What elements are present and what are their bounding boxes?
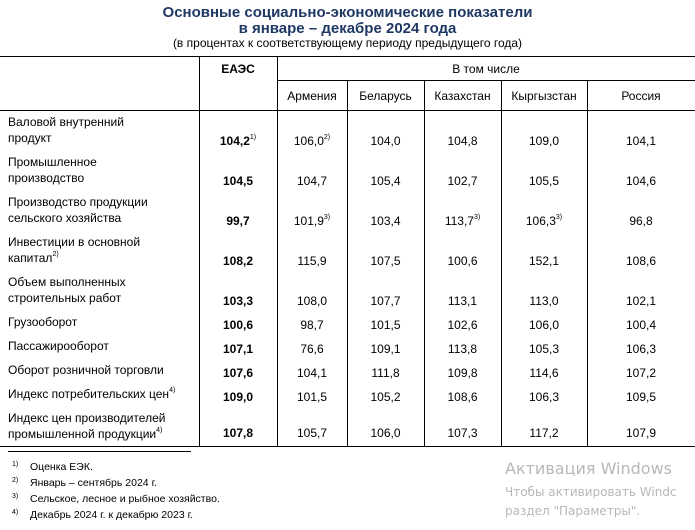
page-title: Основные социально-экономические показатели [162, 4, 533, 21]
eaes-value: 103,3 [222, 294, 254, 308]
country-value: 107,7 [370, 294, 401, 308]
country-value: 115,9 [297, 254, 327, 268]
windows-activation-watermark: Активация Windows [505, 459, 672, 478]
eaes-column-divider [277, 56, 278, 446]
row-label: Индекс цен производителей промышленной продукции$^{4)}$ [8, 411, 166, 441]
country-value: 108,6 [625, 254, 657, 268]
country-value: 98,7 [300, 318, 324, 332]
column-header-eaes: ЕАЭС [221, 62, 255, 76]
country-value: 107,2 [625, 366, 657, 380]
column-header-russia: Россия [621, 89, 661, 103]
country-value: 104,1 [625, 134, 657, 148]
country-value: 107,9 [625, 426, 657, 440]
row-label: Оборот розничной торговли [8, 363, 164, 377]
row-label: Валовой внутренний продукт [8, 115, 124, 145]
country-value: 102,7 [447, 174, 478, 188]
column-header-kyrgyzstan: Кыргызстан [511, 89, 577, 103]
label-column-divider [199, 56, 200, 446]
country-value: 113,0 [529, 294, 559, 308]
footnote-separator [8, 451, 191, 452]
country-value: 76,6 [300, 342, 324, 356]
eaes-value: 107,1 [222, 342, 254, 356]
row-label: Объем выполненных строительных работ [8, 275, 126, 305]
country-value: 104,1 [296, 366, 328, 380]
country-value: 152,1 [528, 254, 560, 268]
page-title-period: в январе – декабре 2024 года [238, 20, 457, 37]
country-value: 108,6 [447, 390, 478, 404]
country-value: 100,4 [625, 318, 657, 332]
country-value: 113,1 [447, 294, 478, 308]
country-value: 106,3 [528, 390, 560, 404]
country-value: 109,5 [625, 390, 657, 404]
eaes-value: 104,2$^{1)}$ [219, 134, 257, 148]
column-header-armenia: Армения [287, 89, 337, 103]
row-label: Индекс потребительских цен$^{4)}$ [8, 387, 176, 401]
country-value: 105,3 [528, 342, 560, 356]
country-value: 106,0$^{2)}$ [293, 134, 331, 148]
row-label: Пассажирооборот [8, 339, 109, 353]
country-value: 102,1 [625, 294, 657, 308]
country-value: 111,8 [371, 366, 400, 380]
row-label: Производство продукции сельского хозяйства [8, 195, 148, 225]
country-value: 101,5 [370, 318, 401, 332]
windows-activation-hint: раздел "Параметры". [505, 504, 641, 518]
country-value: 106,0 [528, 318, 560, 332]
country-value: 101,5 [296, 390, 328, 404]
country-value: 109,0 [528, 134, 560, 148]
country-value: 108,0 [296, 294, 328, 308]
country-value: 105,4 [370, 174, 401, 188]
country-value: 113,7$^{3)}$ [444, 214, 481, 228]
country-value: 105,7 [296, 426, 328, 440]
country-value: 106,3$^{3)}$ [525, 214, 563, 228]
row-label: Промышленное производство [8, 155, 97, 185]
column-group-header: В том числе [452, 62, 520, 76]
country-value: 105,5 [528, 174, 560, 188]
windows-activation-hint: Чтобы активировать Windc [505, 485, 677, 499]
eaes-value: 104,5 [222, 174, 254, 188]
column-header-belarus: Беларусь [359, 89, 412, 103]
page-subtitle: (в процентах к соответствующему периоду предыдущего года) [172, 36, 523, 50]
country-value: 104,7 [296, 174, 328, 188]
country-value: 104,0 [370, 134, 401, 148]
row-label: Инвестиции в основной капитал$^{2)}$ [8, 235, 141, 265]
country-value: 104,6 [625, 174, 657, 188]
country-value: 107,3 [447, 426, 478, 440]
country-value: 106,3 [625, 342, 657, 356]
eaes-value: 109,0 [222, 390, 254, 404]
country-value: 101,9$^{3)}$ [293, 214, 331, 228]
group-header-divider [277, 80, 695, 81]
country-value: 100,6 [447, 254, 478, 268]
eaes-value: 107,6 [222, 366, 254, 380]
country-value: 103,4 [370, 214, 401, 228]
table-bottom-border [0, 446, 695, 447]
row-label: Грузооборот [8, 315, 78, 329]
eaes-value: 108,2 [222, 254, 254, 268]
column-header-kazakhstan: Казахстан [434, 89, 491, 103]
table-top-border [0, 56, 695, 57]
eaes-value: 107,8 [222, 426, 254, 440]
country-value: 105,2 [370, 390, 401, 404]
country-value: 106,0 [370, 426, 401, 440]
country-value: 104,8 [447, 134, 478, 148]
country-value: 109,8 [447, 366, 478, 380]
country-value: 102,6 [447, 318, 478, 332]
eaes-value: 100,6 [222, 318, 254, 332]
eaes-value: 99,7 [226, 214, 250, 228]
country-value: 107,5 [370, 254, 401, 268]
country-value: 113,8 [447, 342, 478, 356]
country-value: 109,1 [370, 342, 401, 356]
country-value: 114,6 [529, 366, 559, 380]
country-value: 117,2 [529, 426, 559, 440]
country-value: 96,8 [629, 214, 653, 228]
